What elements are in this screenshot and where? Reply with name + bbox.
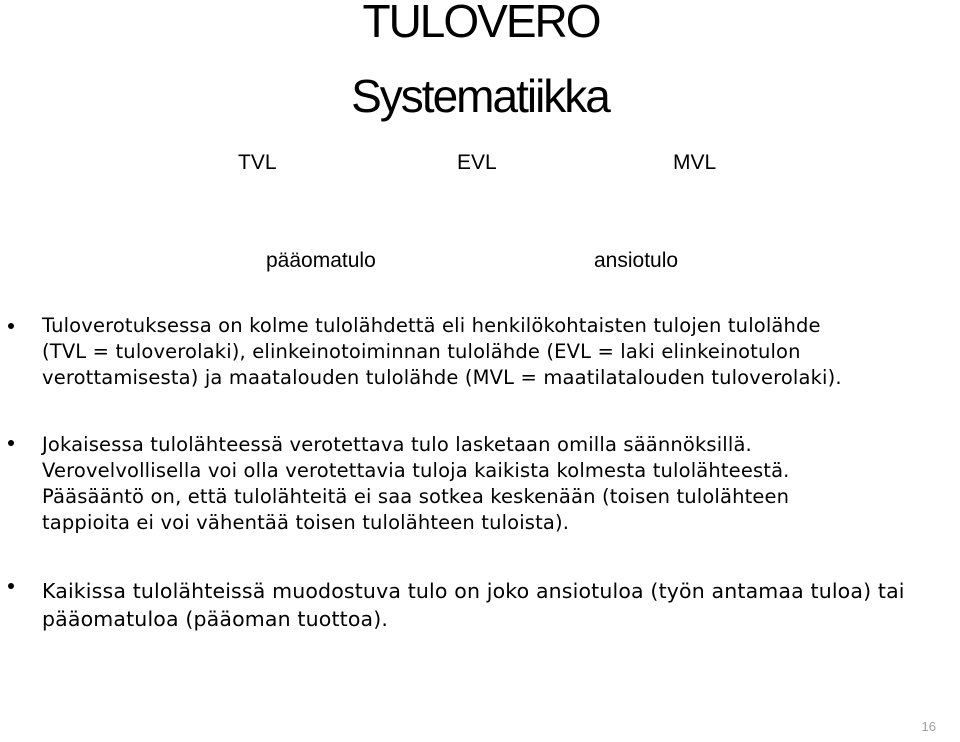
law-label-evl: EVL <box>457 151 497 174</box>
law-label-mvl: MVL <box>673 151 717 174</box>
slide-title-line-2: Systematiikka <box>351 70 609 122</box>
page-number: 16 <box>921 719 936 734</box>
bullet-text: Tuloverotuksessa on kolme tulolähdettä eli henkilökohtaisten tulojen tulolähde (TVL = tuloverolaki), elinkeinotoiminnan tulolähde (EVL = laki elinkeinotulon verottamisesta) ja maatalouden tulolähde (MVL = maatilatalouden tuloverolaki). <box>42 314 842 389</box>
bullet-dot-icon <box>8 583 14 589</box>
law-label-tvl: TVL <box>238 151 277 174</box>
bullet-text: Kaikissa tulolähteissä muodostuva tulo on joko ansiotuloa (työn antamaa tuloa) tai pääomatuloa (pääoman tuottoa). <box>42 579 905 631</box>
bullet-dot-icon <box>8 323 14 329</box>
slide-title-line-1: TULOVERO <box>362 0 600 47</box>
bullet-dot-icon <box>8 440 14 446</box>
income-type-ansiotulo: ansiotulo <box>594 249 679 272</box>
bullet-text: Jokaisessa tulolähteessä verotettava tulo lasketaan omilla säännöksillä. Verovelvollisella voi olla verotettavia tuloja kaikista kolmesta tulolähteestä. Pääsääntö on, että tulolähteitä ei saa sotkea keskenään (toisen tulolähteen tappioita ei voi vähentää toisen tulolähteen tuloista). <box>42 433 790 534</box>
income-type-paaomatulo: pääomatulo <box>266 249 376 272</box>
